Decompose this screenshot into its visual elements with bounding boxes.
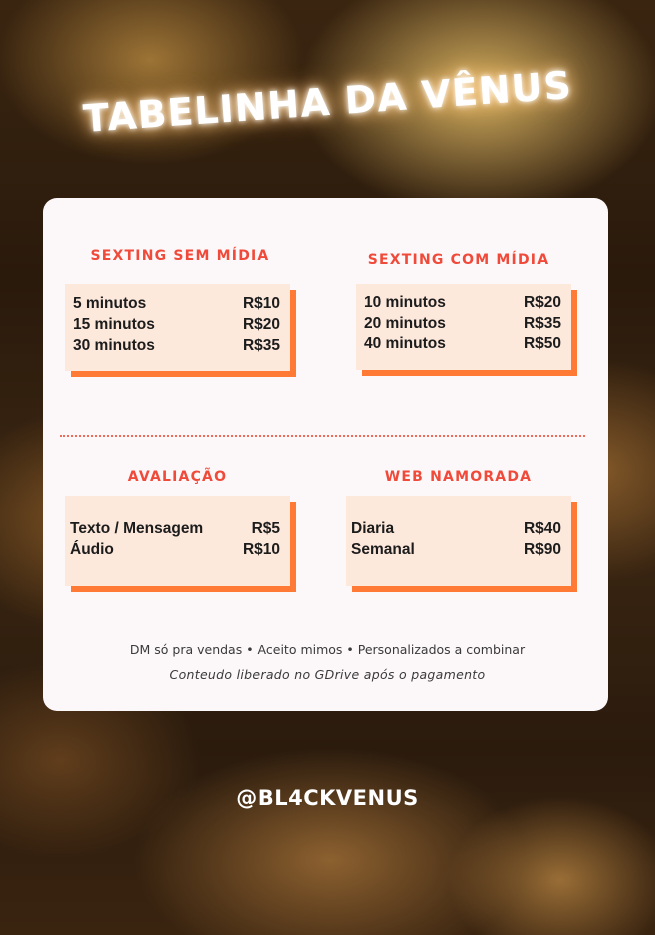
price-row bbox=[70, 541, 280, 561]
price-row-label: Diaria bbox=[351, 520, 395, 537]
price-row bbox=[73, 337, 280, 357]
price-box-web-namorada bbox=[346, 496, 571, 586]
price-row bbox=[364, 315, 561, 335]
page-title: TABELINHA DA VÊNUS bbox=[81, 62, 574, 142]
price-row-value: R$90 bbox=[523, 541, 561, 558]
price-row-value: R$10 bbox=[242, 541, 280, 558]
price-card bbox=[43, 198, 608, 711]
price-row-label: 5 minutos bbox=[73, 295, 147, 312]
price-row-value: R$20 bbox=[523, 294, 561, 311]
price-row-value: R$20 bbox=[242, 316, 280, 333]
price-row bbox=[70, 520, 280, 540]
price-box-avaliacao bbox=[65, 496, 290, 586]
price-row-value: R$10 bbox=[242, 295, 280, 312]
dotted-divider bbox=[60, 435, 585, 437]
price-row-value: R$35 bbox=[242, 337, 280, 354]
section-title-avaliacao: AVALIAÇÃO bbox=[127, 469, 228, 485]
price-row-value: R$40 bbox=[523, 520, 561, 537]
section-title-sexting-com-midia: SEXTING COM MÍDIA bbox=[367, 252, 550, 268]
footer-info: DM só pra vendas • Aceito mimos • Personalizados a combinar bbox=[129, 642, 526, 657]
price-row-label: 30 minutos bbox=[73, 337, 155, 354]
price-row-label: Semanal bbox=[351, 541, 415, 558]
price-row-label: 15 minutos bbox=[73, 316, 155, 333]
price-row bbox=[73, 295, 280, 315]
price-box-sexting-com-midia bbox=[356, 284, 571, 370]
footer-delivery-note: Conteudo liberado no GDrive após o pagamento bbox=[169, 667, 486, 682]
price-box-sexting-sem-midia bbox=[65, 284, 290, 371]
section-title-web-namorada: WEB NAMORADA bbox=[384, 469, 533, 485]
account-handle: @BL4CKVENUS bbox=[236, 786, 419, 810]
section-title-sexting-sem-midia: SEXTING SEM MÍDIA bbox=[90, 248, 270, 264]
price-row-label: 20 minutos bbox=[364, 315, 446, 332]
price-row bbox=[364, 335, 561, 355]
price-row-label: Texto / Mensagem bbox=[70, 520, 204, 537]
price-row-label: Áudio bbox=[70, 541, 114, 558]
price-row-value: R$5 bbox=[251, 520, 280, 537]
price-row-label: 40 minutos bbox=[364, 335, 446, 352]
price-row bbox=[351, 520, 561, 540]
price-row bbox=[73, 316, 280, 336]
price-row bbox=[364, 294, 561, 314]
price-row-value: R$35 bbox=[523, 315, 561, 332]
price-row bbox=[351, 541, 561, 561]
price-row-label: 10 minutos bbox=[364, 294, 446, 311]
price-row-value: R$50 bbox=[523, 335, 561, 352]
